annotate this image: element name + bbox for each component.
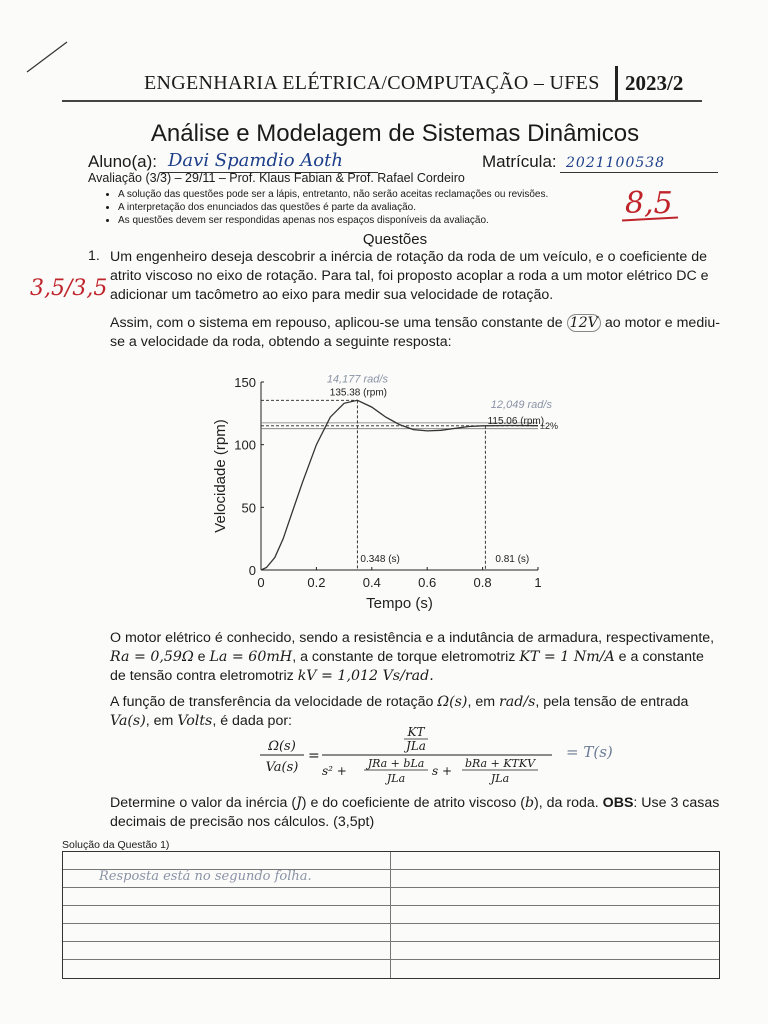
student-id-label: Matrícula: xyxy=(482,152,557,171)
chart-x-label: Tempo (s) xyxy=(366,595,433,612)
instruction-item: • A solução das questões pode ser a lápis, entretanto, não serão aceitas reclamações ou revisões. xyxy=(118,188,678,201)
voltage-value: 12V xyxy=(567,314,601,332)
handwritten-answer: Resposta está no segundo folha. xyxy=(99,869,312,884)
step-response-chart xyxy=(205,364,610,620)
page-title: Análise e Modelagem de Sistemas Dinâmicos xyxy=(150,120,640,147)
evaluation-line: Avaliação (3/3) – 29/11 – Prof. Klaus Fabian & Prof. Rafael Cordeiro xyxy=(88,171,465,185)
task-text-b: ) e do coeficiente de atrito viscoso ( xyxy=(301,795,525,811)
transfer-function-formula xyxy=(260,724,560,786)
student-name-value[interactable]: Davi Spamdio Aoth xyxy=(168,150,343,171)
instruction-item: • As questões devem ser respondidas apenas nos espaços disponíveis da avaliação. xyxy=(118,214,678,227)
header-course: ENGENHARIA ELÉTRICA/COMPUTAÇÃO – UFES xyxy=(144,72,600,94)
x-tick-label: 0.6 xyxy=(418,575,437,590)
va-symbol: Va(s) xyxy=(110,713,146,729)
student-id-value[interactable]: 2021100538 xyxy=(566,155,666,171)
header-divider xyxy=(615,66,618,100)
volts-unit: Volts xyxy=(177,713,213,729)
solution-answer-area[interactable] xyxy=(62,851,720,979)
formula-frac2-top: bRa + KTKV xyxy=(464,757,536,770)
steady-label: 115.06 (rpm) xyxy=(487,415,545,427)
tf-text-d: , em xyxy=(145,713,178,729)
formula-s2: s² + xyxy=(322,764,347,778)
question-paragraph-motor xyxy=(110,629,722,686)
handwritten-steady-note: 12,049 rad/s xyxy=(490,398,552,411)
inertia-symbol: J xyxy=(296,795,302,811)
x-tick-label: 0.4 xyxy=(362,575,381,590)
answer-line xyxy=(63,905,719,906)
band-label: ±2% xyxy=(540,420,558,431)
answer-column-divider xyxy=(390,852,391,978)
handwritten-ts: = T(s) xyxy=(566,743,613,761)
x-tick-label: 0.8 xyxy=(473,575,492,590)
tf-text-a: A função de transferência da velocidade de rotação xyxy=(110,694,438,710)
formula-lhs-numerator: Ω(s) xyxy=(268,739,296,754)
instructions-list xyxy=(100,188,678,227)
tf-text-c: , pela tensão de entrada xyxy=(535,694,689,710)
answer-line xyxy=(63,887,719,888)
pen-stroke-mark xyxy=(25,40,69,74)
task-text-d: : Use 3 casas decimais de precisão nos cálculos. (3,5pt) xyxy=(110,795,720,830)
answer-line xyxy=(63,941,719,942)
formula-s: s + xyxy=(432,764,453,778)
formula-jla: JLa xyxy=(406,739,426,753)
solution-label: Solução da Questão 1) xyxy=(62,839,170,851)
x-tick-label: 0.2 xyxy=(307,575,326,590)
x-tick-label: 0 xyxy=(257,575,265,590)
formula-frac1-top: JRa + bLa xyxy=(367,757,425,770)
peak-label: 135.38 (rpm) xyxy=(329,387,388,399)
header-rule xyxy=(62,100,702,102)
formula-equals: = xyxy=(308,748,320,764)
question-number: 1. xyxy=(88,248,100,264)
motor-text-e: e xyxy=(193,649,210,665)
motor-text-a: O motor elétrico é conhecido, sendo a resistência e a indutância de armadura, respectivamente, xyxy=(110,630,715,646)
formula-kt: KT xyxy=(407,725,425,739)
obs-label: OBS xyxy=(602,795,634,811)
handwritten-score: 8,5 xyxy=(625,186,673,221)
answer-line xyxy=(63,959,719,960)
chart-y-label: Velocidade (rpm) xyxy=(212,419,229,533)
student-name-label: Aluno(a): xyxy=(88,152,157,171)
question-paragraph-task xyxy=(110,794,722,832)
questions-heading: Questões xyxy=(362,231,428,248)
torque-constant-value: KT = 1 Nm/A xyxy=(519,649,615,665)
y-tick-label: 50 xyxy=(241,500,256,516)
handwritten-peak-note: 14,177 rad/s xyxy=(326,373,388,386)
rad-unit: rad/s xyxy=(499,694,536,710)
backemf-constant-value: kV = 1,012 Vs/rad. xyxy=(297,668,434,684)
task-text-c: ), da roda. xyxy=(534,795,603,811)
task-text-a: Determine o valor da inércia ( xyxy=(110,795,297,811)
setup-text-a: Assim, com o sistema em repouso, aplicou-se uma tensão constante de xyxy=(110,315,567,331)
formula-lhs-denominator: Va(s) xyxy=(265,760,299,775)
question-paragraph-setup xyxy=(110,314,722,352)
tf-text-e: , é dada por: xyxy=(212,713,292,729)
question-paragraph-intro: Um engenheiro deseja descobrir a inércia de rotação da roda de um veículo, e o coeficiente de atrito viscoso no eixo de rotação. Para tal, foi proposto acoplar a roda a um motor elétrico DC e adicionar um tacômetro ao eixo para medir sua velocidade de rotação. xyxy=(110,249,709,303)
y-tick-label: 150 xyxy=(234,375,256,390)
formula-frac2-bottom: JLa xyxy=(490,772,510,785)
setup-text-b: ao motor e mediu-se a velocidade da roda, obtendo a seguinte resposta: xyxy=(110,315,720,350)
student-id-underline xyxy=(560,172,718,173)
y-tick-label: 0 xyxy=(248,563,256,578)
tf-text-b: , em xyxy=(467,694,499,710)
margin-grade-note: 3,5/3,5 xyxy=(30,276,108,301)
y-tick-label: 100 xyxy=(234,437,256,453)
answer-line xyxy=(63,923,719,924)
formula-frac1-bottom: JLa xyxy=(386,772,406,785)
peak-time-label: 0.348 (s) xyxy=(360,554,400,565)
header-year: 2023/2 xyxy=(625,71,684,95)
omega-symbol: Ω(s) xyxy=(437,694,468,710)
motor-text-b: , a constante de torque eletromotriz xyxy=(292,649,520,665)
instruction-item: • A interpretação dos enunciados das questões é parte da avaliação. xyxy=(118,201,678,214)
resistance-value: Ra = 0,59Ω xyxy=(110,649,194,665)
motor-text-c: e a constante de tensão contra eletromotriz xyxy=(110,649,704,684)
x-tick-label: 1 xyxy=(534,575,542,590)
settle-time-label: 0.81 (s) xyxy=(495,554,530,565)
inductance-value: La = 60mH xyxy=(209,649,293,665)
friction-symbol: b xyxy=(524,795,535,811)
